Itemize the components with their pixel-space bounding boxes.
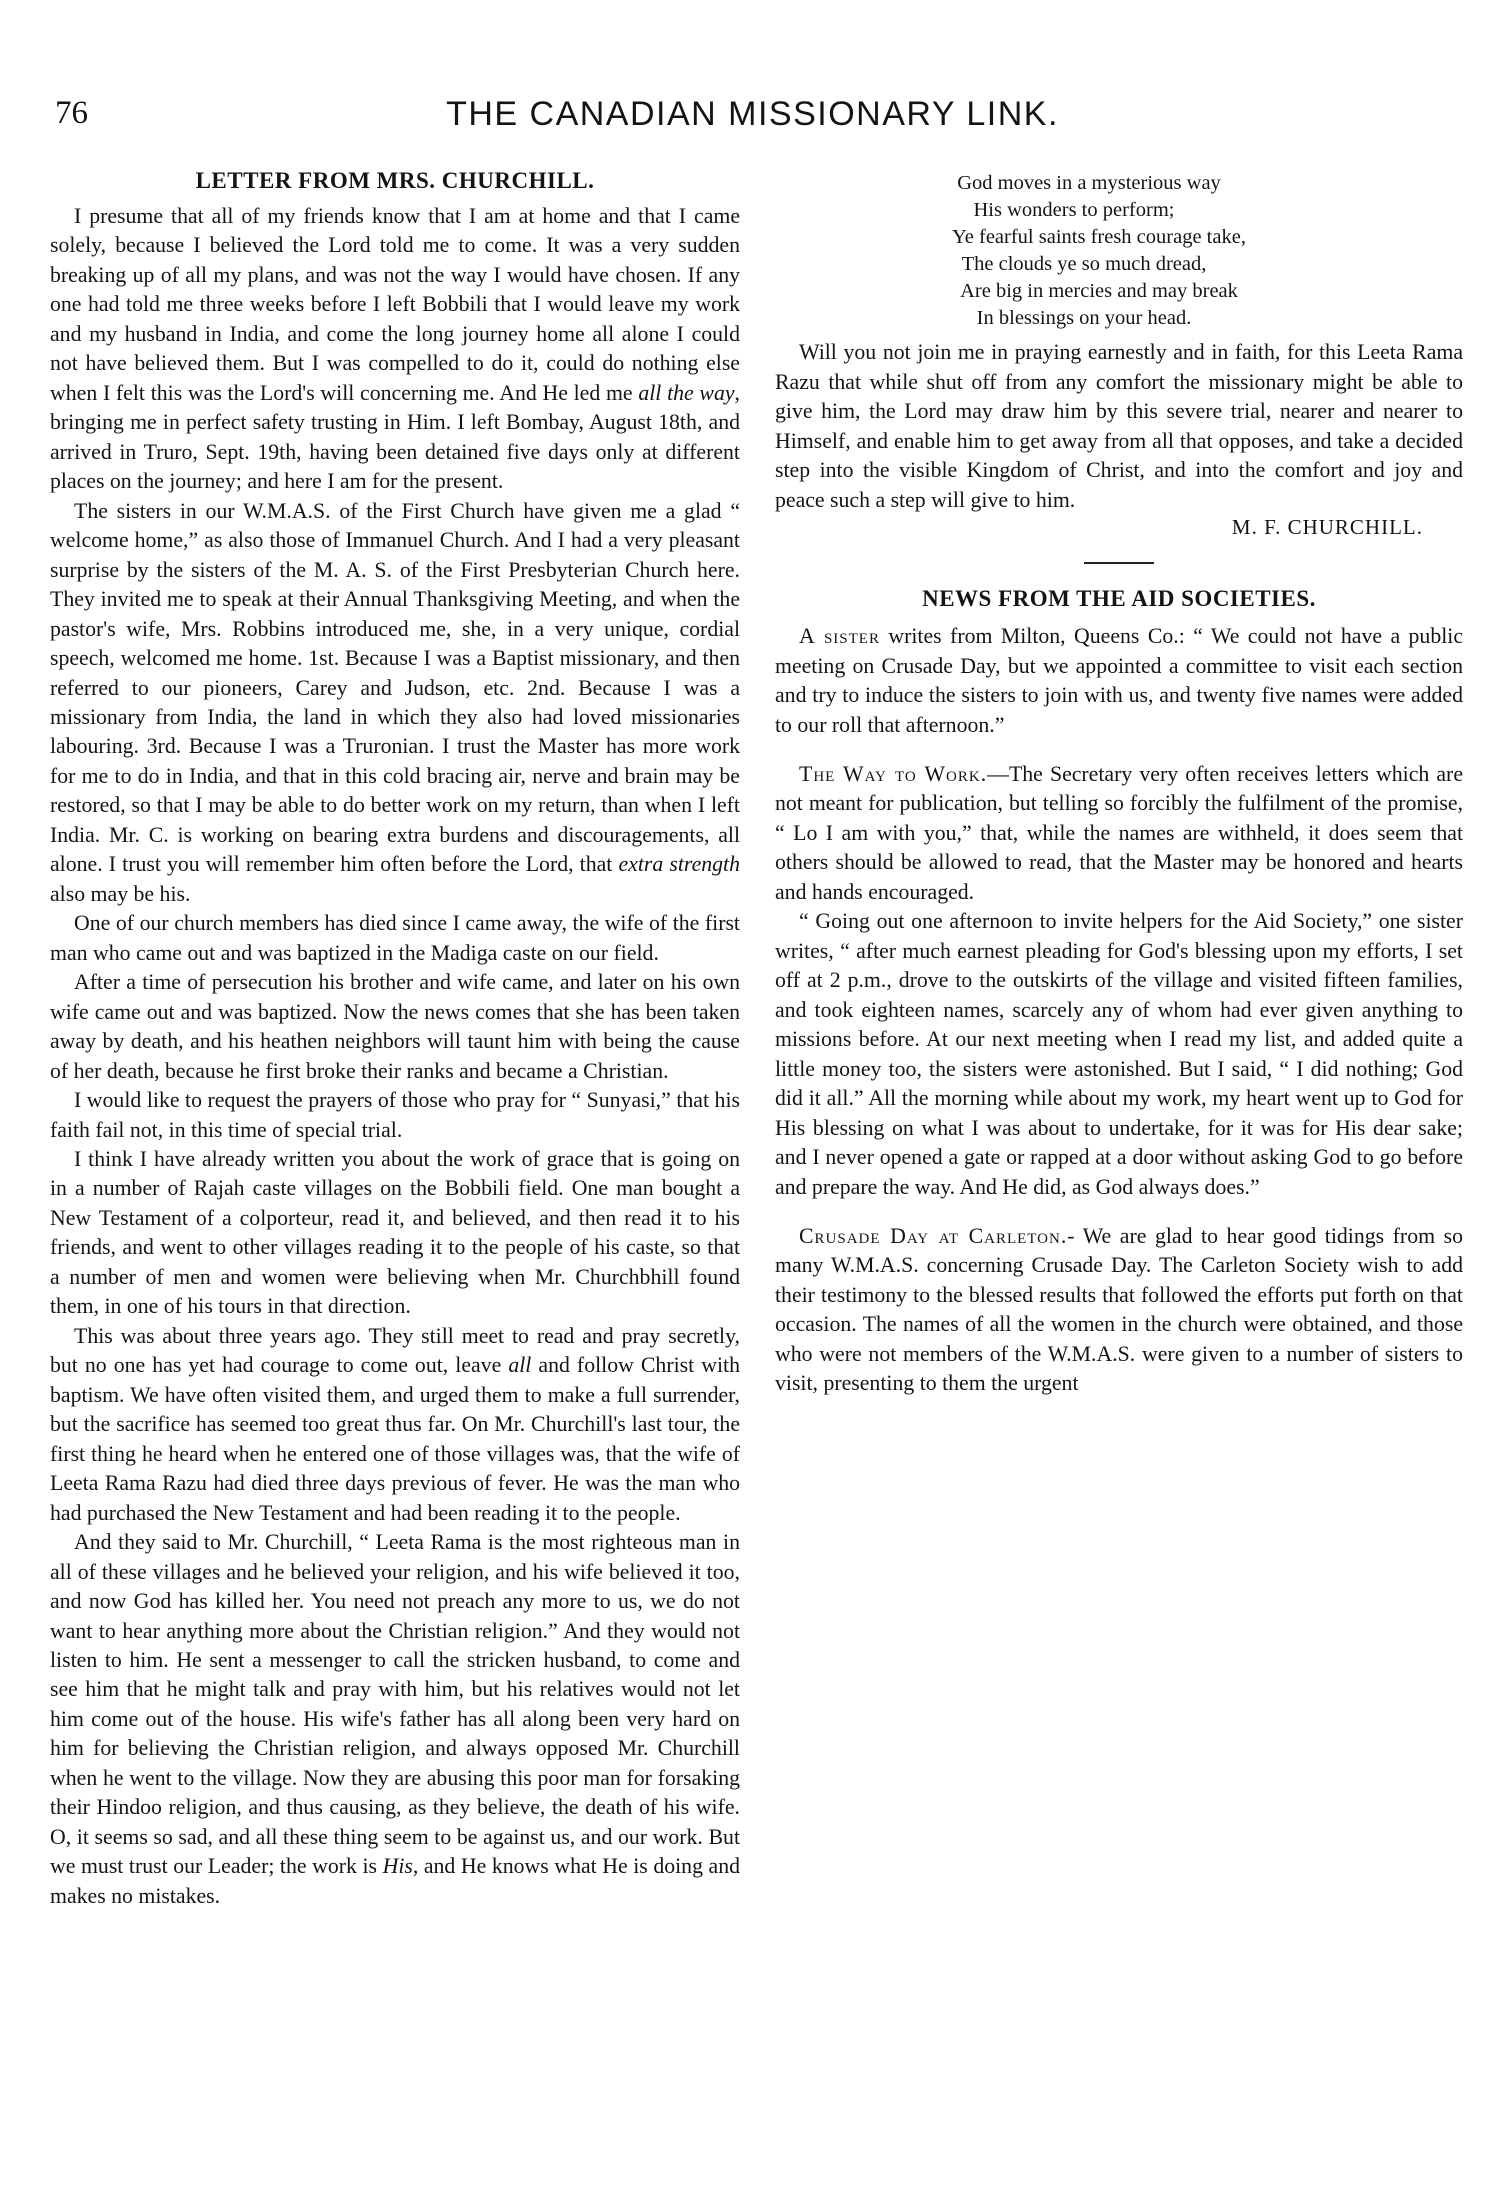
poem-line: Ye fearful saints fresh courage take, xyxy=(952,226,1246,249)
poem-line: God moves in a mysterious way xyxy=(957,172,1221,194)
letter-paragraph: I would like to request the prayers of those who pray for “ Sunyasi,” that his faith fail not, in this time of special trial. xyxy=(50,1088,740,1142)
poem-line: The clouds ye so much dread, xyxy=(961,253,1207,276)
poem-line: Are big in mercies and may break xyxy=(960,280,1238,303)
letter-paragraph: One of our church members has died since I came away, the wife of the first man who came out and was baptized in the Madiga caste on our field. xyxy=(50,911,740,965)
letter-signature: M. F. CHURCHILL. xyxy=(1231,515,1423,540)
letter-paragraph: This was about three years ago. They still meet to read and pray secretly, but no one has yet had courage to come out, leave all and follow Christ with baptism. We have often visited them, and urged them to make a full surrender, but the sacrifice has seemed too great thus far. On Mr. Churchill's last tour, the first thing he heard when he entered one of those villages was, that the wife of Leeta Rama Razu had died three days previous of fever. He was the man who had purchased the New Testament and had been reading it to the people. xyxy=(50,1323,740,1525)
left-column xyxy=(50,168,740,1911)
news-item: A sister writes from Milton, Queens Co.: “ We could not have a public meeting on Crusade Day, but we appointed a committee to visit each section and try to induce the sisters to join with us, and twenty five names were added to our roll that afternoon.” xyxy=(775,624,1464,737)
journal-title: THE CANADIAN MISSIONARY LINK. xyxy=(446,95,1059,133)
letter-paragraph: The sisters in our W.M.A.S. of the First Church have given me a glad “ welcome home,” as also those of Immanuel Church. And I had a very pleasant surprise by the sisters of the M. A. S. of the First Presbyterian Church here. They invited me to speak at their Annual Thanksgiving Meeting, and when the pastor's wife, Mrs. Robbins introduced me, she, in a very unique, cordial speech, welcomed me home. 1st. Because I was a Baptist missionary, and then referred to our pioneers, Carey and Judson, etc. 2nd. Because I was a missionary from India, the land in which they also had loved missionaries labouring. 3rd. Because I was a Truronian. I trust the Master has more work for me to do in India, and that in this cold bracing air, nerve and brain may be restored, so that I may be able to do better work on my return, than when I left India. Mr. C. is working on bearing extra burdens and discouragements, all alone. I trust you will remember him often before the Lord, that extra strength also may be his. xyxy=(50,498,741,906)
letter-paragraph: I think I have already written you about the work of grace that is going on in a number of Rajah caste villages on the Bobbili field. One man bought a New Testament of a colporteur, read it, and believed, and then read it to his friends, and went to other villages reading it to the people of his caste, so that a number of men and women were believing when Mr. Churchbhill found them, in one of his tours in that direction. xyxy=(50,1147,740,1319)
page-header xyxy=(0,95,1505,155)
news-item-quote: “ Going out one afternoon to invite helpers for the Aid Society,” one sister writes, “ after much earnest pleading for God's blessing upon my efforts, I set off at 2 p.m., drove to the outskirts of the village and visited fifteen families, and took eighteen names, scarcely any of whom had ever given anything to missions before. At our next meeting when I read my list, and added quite a little money too, the sisters were astonished. But I said, “ I did nothing; God did it all.” All the morning while about my work, my heart went up to God for His blessing on what I was about to undertake, for it was for His dear sake; and I never opened a gate or rapped at a door without asking God to go before and prepare the way. And He did, as God always does.” xyxy=(775,909,1463,1199)
section-divider xyxy=(1084,562,1154,564)
poem-line: His wonders to perform; xyxy=(973,199,1175,222)
news-item: Crusade Day at Carleton.- We are glad to hear good tidings from so many W.M.A.S. concerning Crusade Day. The Carleton Society wish to add their testimony to the blessed results that followed the efforts put forth on that occasion. The names of all the women in the church were obtained, and those who were not members of the W.M.A.S. were given to a number of sisters to visit, presenting to them the urgent xyxy=(775,1224,1463,1396)
letter-paragraph: I presume that all of my friends know that I am at home and that I came solely, because I believed the Lord told me to come. It was a very sudden breaking up of all my plans, and was not the way I would have chosen. If any one had told me three weeks before I left Bobbili that I would leave my work and my husband in India, and come the long journey home all alone I could not have believed them. But I was compelled to do it, could do nothing else when I felt this was the Lord's will concerning me. And He led me all the way, bringing me in perfect safety trusting in Him. I left Bombay, August 18th, and arrived in Truro, Sept. 19th, having been detained five days only at different places on the journey; and here I am for the present. xyxy=(50,204,740,494)
letter-paragraph: After a time of persecution his brother and wife came, and later on his own wife came out and was baptized. Now the news comes that she has been taken away by death, and his heathen neighbors will taunt him with being the cause of her death, because he first broke their ranks and became a Christian. xyxy=(50,970,740,1083)
letter-paragraph: Will you not join me in praying earnestly and in faith, for this Leeta Rama Razu that while shut off from any comfort the missionary might be able to give him, the Lord may draw him by this severe trial, nearer and nearer to Himself, and enable him to get away from all that opposes, and take a decided step into the visible Kingdom of Christ, and into the comfort and joy and peace such a step will give to him. xyxy=(775,340,1463,512)
page-number: 76 xyxy=(55,95,88,131)
news-title: NEWS FROM THE AID SOCIETIES. xyxy=(922,586,1316,612)
poem-line: In blessings on your head. xyxy=(976,307,1192,330)
hymn-verse xyxy=(775,170,1463,332)
right-column xyxy=(775,168,1463,1399)
letter-paragraph-continued: And they said to Mr. Churchill, “ Leeta Rama is the most righteous man in all of these villages and he believed your religion, and his wife believed it too, and now God has killed her. You need not preach any more to us, we do not want to hear anything more about the Christian religion.” And they would not listen to him. He sent a messenger to call the stricken husband, to come and see him that he might talk and pray with him, but his relatives would not let him come out of the house. His wife's father has all along been very hard on him for believing the Christian religion, and always opposed Mr. Churchill when he went to the village. Now they are abusing this poor man for forsaking their Hindoo religion, and thus causing, as they believe, the death of his wife. O, it seems so sad, and all these thing seem to be against us, and our work. But we must trust our Leader; the work is His, and He knows what He is doing and makes no mistakes. xyxy=(50,1530,740,1908)
letter-title: LETTER FROM MRS. CHURCHILL. xyxy=(195,168,595,193)
news-item: The Way to Work.—The Secretary very often receives letters which are not meant for publication, but telling so forcibly the fulfilment of the promise, “ Lo I am with you,” that, while the names are withheld, it does seem that others should be allowed to read, that the Master may be honored and hearts and hands encouraged. xyxy=(775,761,1463,904)
